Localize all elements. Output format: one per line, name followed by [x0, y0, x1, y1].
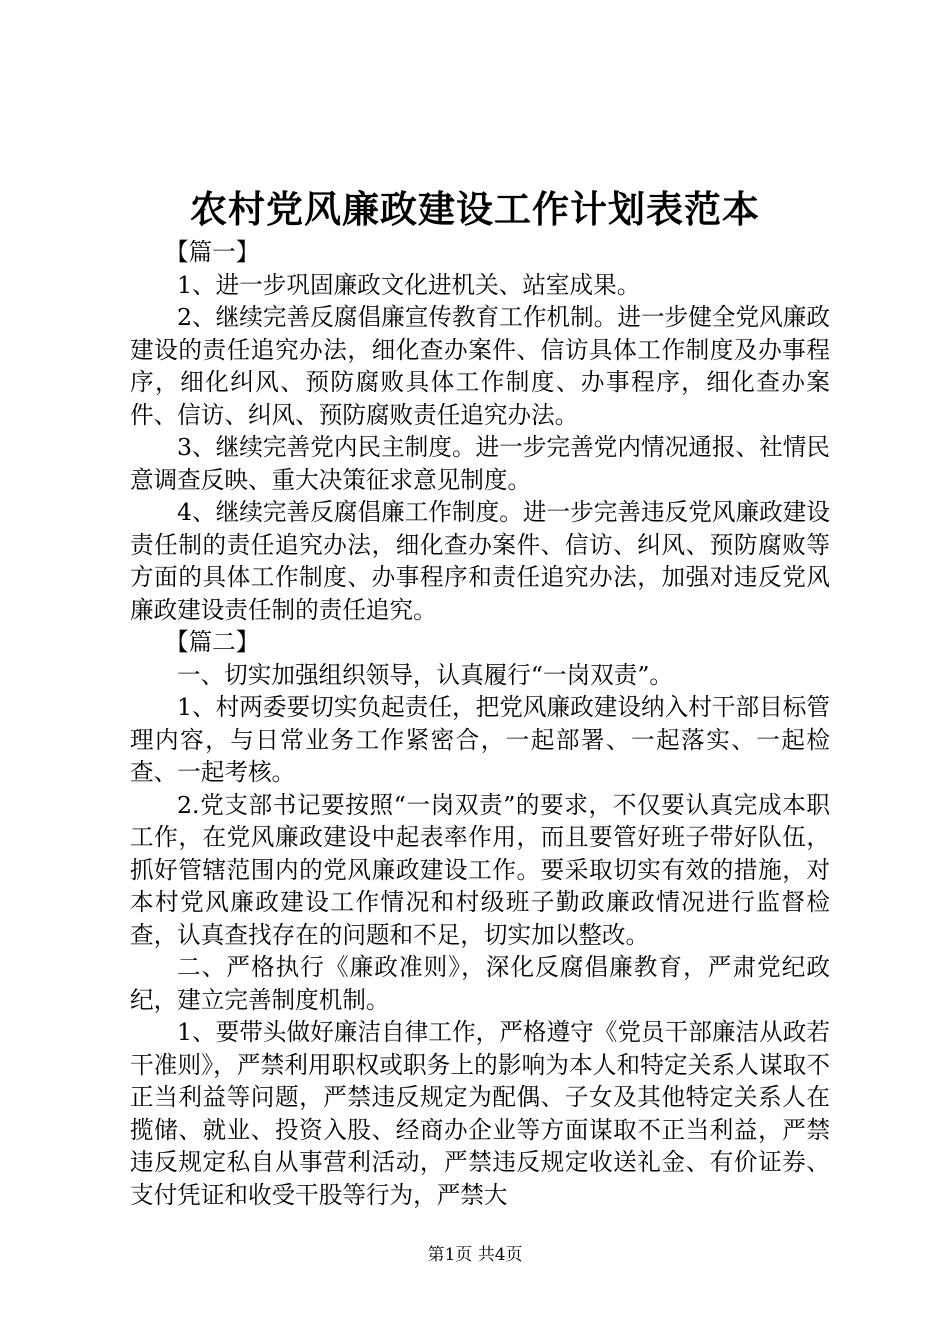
- paragraph: 1、要带头做好廉洁自律工作，严格遵守《党员干部廉洁从政若干准则》，严禁利用职权或职务上的影响为本人和特定关系人谋取不正当利益等问题，严禁违反规定为配偶、子女及其他特定关系人在揽储、就业、投资入股、经商办企业等方面谋取不正当利益，严禁违反规定私自从事营利活动，严禁违反规定收送礼金、有价证券、支付凭证和收受干股等行为，严禁大: [130, 1018, 830, 1209]
- paragraph: 1、进一步巩固廉政文化进机关、站室成果。: [177, 270, 641, 299]
- document-title: 农村党风廉政建设工作计划表范本: [190, 187, 760, 231]
- paragraph: 一、切实加强组织领导，认真履行“一岗双责”。: [177, 660, 673, 689]
- section-heading: 【篇二】: [165, 628, 260, 656]
- paragraph: 4、继续完善反腐倡廉工作制度。进一步完善违反党风廉政建设责任制的责任追究办法，细化查办案件、信访、纠风、预防腐败等方面的具体工作制度、办事程序和责任追究办法，加强对违反党风廉政建设责任制的责任追究。: [130, 498, 830, 624]
- paragraph: 3、继续完善党内民主制度。进一步完善党内情况通报、社情民意调查反映、重大决策征求意见制度。: [130, 433, 830, 494]
- paragraph: 2、继续完善反腐倡廉宣传教育工作机制。进一步健全党风廉政建设的责任追究办法，细化查办案件、信访具体工作制度及办事程序，细化纠风、预防腐败具体工作制度、办事程序，细化查办案件、信访、纠风、预防腐败责任追究办法。: [130, 303, 830, 429]
- page-footer: 第1页 共4页: [427, 1245, 523, 1265]
- paragraph: 2.党支部书记要按照“一岗双责”的要求，不仅要认真完成本职工作，在党风廉政建设中起表率作用，而且要管好班子带好队伍，抓好管辖范围内的党风廉政建设工作。要采取切实有效的措施，对本村党风廉政建设工作情况和村级班子勤政廉政情况进行监督检查，认真查找存在的问题和不足，切实加以整改。: [130, 790, 830, 949]
- document-body: [130, 236, 830, 1211]
- paragraph: 二、严格执行《廉政准则》，深化反腐倡廉教育，严肃党纪政纪，建立完善制度机制。: [130, 953, 830, 1014]
- paragraph: 1、村两委要切实负起责任，把党风廉政建设纳入村干部目标管理内容，与日常业务工作紧密合，一起部署、一起落实、一起检查、一起考核。: [130, 693, 830, 786]
- section-heading: 【篇一】: [165, 238, 260, 266]
